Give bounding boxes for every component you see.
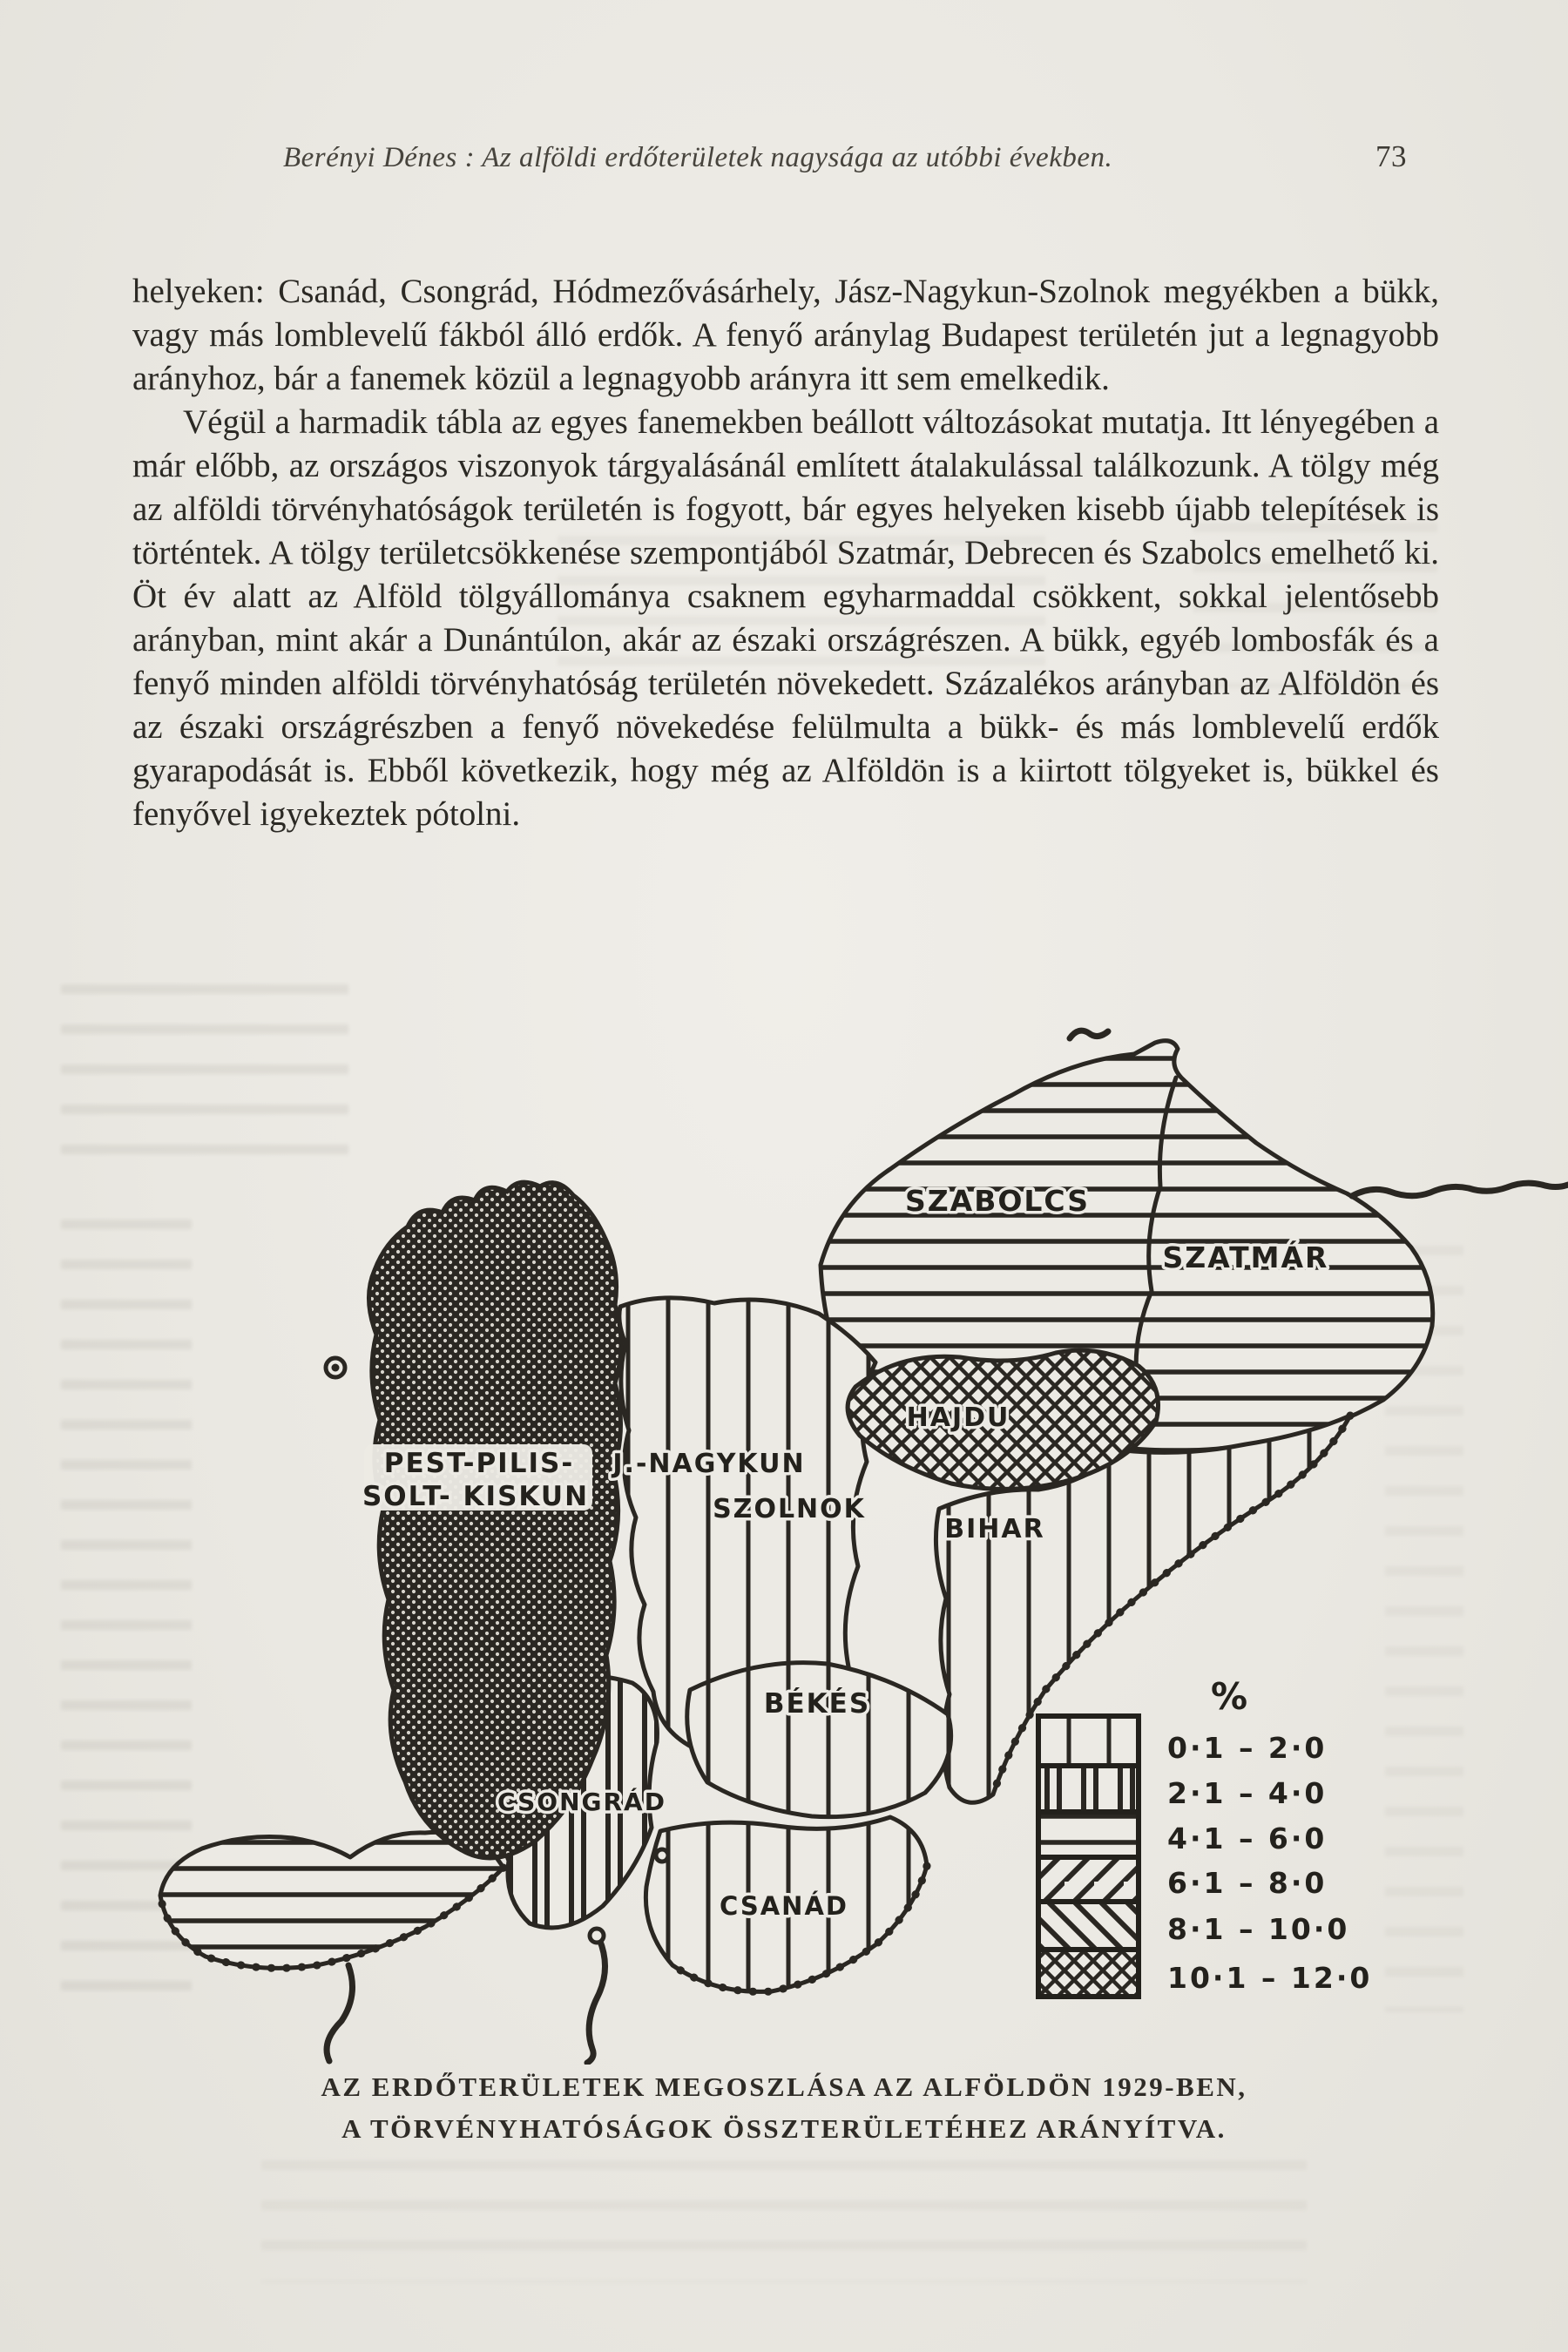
legend-swatch-horizontal bbox=[1038, 1812, 1139, 1857]
legend-range: 0·1 – 2·0 bbox=[1167, 1731, 1328, 1765]
label-hajdu: HAJDU bbox=[906, 1402, 1010, 1433]
map-caption bbox=[0, 2066, 1568, 2150]
budapest-marker bbox=[326, 1358, 345, 1377]
map-legend bbox=[1038, 1716, 1139, 1997]
label-csanad: CSANÁD bbox=[720, 1891, 848, 1921]
label-jnagykun: J.-NAGYKUN bbox=[612, 1449, 806, 1479]
river-danube-lower bbox=[327, 1965, 352, 2061]
label-bihar: BIHAR bbox=[944, 1514, 1045, 1544]
legend-range: 8·1 – 10·0 bbox=[1167, 1912, 1350, 1946]
legend-swatch-diagonal-up bbox=[1038, 1857, 1139, 1902]
legend-title: % bbox=[1211, 1675, 1251, 1718]
county-bekes bbox=[687, 1663, 951, 1817]
legend-range: 2·1 – 4·0 bbox=[1167, 1776, 1328, 1810]
legend-swatch-vertical-paired bbox=[1038, 1766, 1139, 1812]
river-tisza-lower bbox=[587, 1939, 605, 2063]
county-pest-pilis-solt-kiskun bbox=[368, 1182, 621, 1858]
label-bekes: BÉKÉS bbox=[763, 1688, 871, 1720]
forest-distribution-map bbox=[87, 993, 1568, 2065]
label-pest-line2: SOLT- KISKUN bbox=[362, 1481, 590, 1512]
label-szabolcs: SZABOLCS bbox=[904, 1184, 1091, 1218]
legend-range: 10·1 – 12·0 bbox=[1167, 1961, 1373, 1995]
map-doodle bbox=[1070, 1031, 1108, 1038]
szeged-marker bbox=[590, 1929, 604, 1943]
legend-range: 6·1 – 8·0 bbox=[1167, 1866, 1328, 1900]
page-number: 73 bbox=[1375, 139, 1407, 173]
paragraph: Végül a harmadik tábla az egyes fanemekben beállott változásokat mutatja. Itt lényegében a már előbb, az országos viszonyok tárgyalásánál említett átalakulással találkozunk. A tölgy még az alföldi törvényhatóságok területén is fogyott, bár egyes helyeken kisebb újabb telepítések is történtek. A tölgy területcsökkenése szempontjából Szatmár, Debrecen és Szabolcs emelhető ki. Öt év alatt az Alföld tölgyállománya csaknem egyharmaddal csökkent, sokkal jelentősebb arányban, mint akár a Dunántúlon, akár az északi országrészen. A bükk, egyéb lombosfák és a fenyő minden alföldi törvényhatóság területén növekedett. Százalékos arányban az Alföldön és az északi országrészben a fenyő növekedése felülmulta a bükk- és más lomblevelű erdők gyarapodását is. Ebből következik, hogy még az Alföldön is a kiirtott tölgyeket is, bükkel és fenyővel igyekeztek pótolni. bbox=[132, 403, 1439, 833]
label-szolnok: SZOLNOK bbox=[713, 1494, 866, 1524]
label-pest-line1: PEST-PILIS- bbox=[383, 1448, 575, 1479]
label-csongrad: CSONGRÁD bbox=[497, 1788, 666, 1816]
legend-swatch-vertical-sparse bbox=[1038, 1716, 1139, 1766]
river-tisza-upper bbox=[1352, 1183, 1568, 1196]
paragraph: helyeken: Csanád, Csongrád, Hódmezővásárhely, Jász-Nagykun-Szolnok megyékben a bükk, vagy más lomblevelű fákból álló erdők. A fenyő aránylag Budapest területén jut a legnagyobb arányhoz, bár a fanemek közül a legnagyobb arányra itt sem emelkedik. bbox=[132, 273, 1439, 397]
county-bacs bbox=[160, 1832, 504, 1968]
article-body bbox=[132, 270, 1439, 836]
legend-swatch-diagonal-down bbox=[1038, 1902, 1139, 1950]
legend-swatch-crosshatch bbox=[1038, 1950, 1139, 1997]
town-marker bbox=[656, 1849, 668, 1862]
label-szatmar: SZATMÁR bbox=[1162, 1240, 1329, 1274]
page-header bbox=[283, 139, 1407, 174]
caption-line: A TÖRVÉNYHATÓSÁGOK ÖSSZTERÜLETÉHEZ ARÁNYÍTVA. bbox=[341, 2113, 1227, 2144]
bleedthrough-text bbox=[261, 2160, 1307, 2282]
running-title: Berényi Dénes : Az alföldi erdőterületek nagysága az utóbbi években. bbox=[283, 142, 1113, 173]
legend-range: 4·1 – 6·0 bbox=[1167, 1821, 1328, 1855]
caption-line: AZ ERDŐTERÜLETEK MEGOSZLÁSA AZ ALFÖLDÖN 1929-BEN, bbox=[321, 2072, 1247, 2102]
